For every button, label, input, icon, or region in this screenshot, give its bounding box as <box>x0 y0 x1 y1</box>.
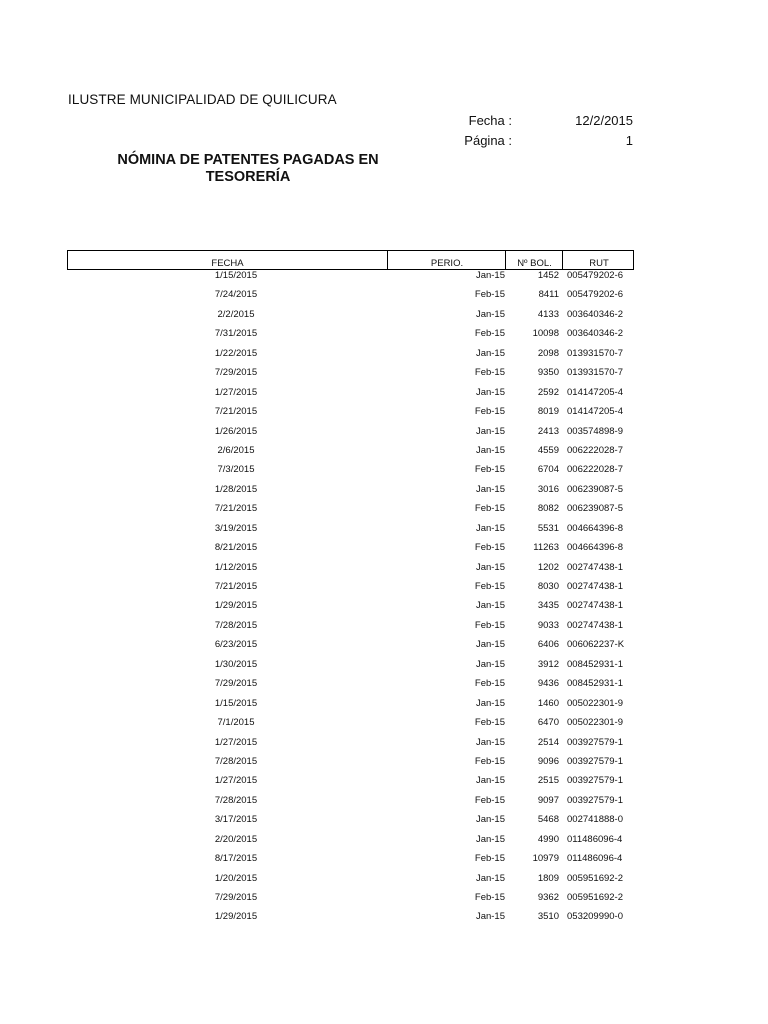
table-row <box>67 460 634 479</box>
cell-rut: 002741888-0 <box>567 814 623 826</box>
table-row <box>67 849 634 868</box>
table-row <box>67 674 634 693</box>
table-row <box>67 305 634 324</box>
cell-boleta: 8030 <box>537 581 559 592</box>
cell-fecha: 1/29/2015 <box>214 600 258 612</box>
cell-rut: 005951692-2 <box>567 892 623 903</box>
table-row <box>67 791 634 810</box>
cell-fecha: 7/28/2015 <box>214 755 258 767</box>
cell-fecha: 2/20/2015 <box>214 833 258 845</box>
cell-periodo: Jan-15 <box>475 561 505 573</box>
column-header-fecha: FECHA <box>211 258 244 269</box>
cell-boleta: 11263 <box>533 542 559 554</box>
cell-fecha: 6/23/2015 <box>214 639 258 651</box>
cell-fecha: 1/15/2015 <box>214 270 258 281</box>
table-row <box>67 713 634 732</box>
cell-fecha: 7/3/2015 <box>217 464 255 476</box>
cell-boleta: 1452 <box>537 270 559 281</box>
cell-periodo: Jan-15 <box>475 347 505 359</box>
cell-boleta: 8019 <box>537 406 559 418</box>
table-body <box>67 266 634 927</box>
cell-boleta: 9436 <box>537 678 559 690</box>
cell-boleta: 2098 <box>537 347 559 359</box>
column-header-periodo: PERIO. <box>387 251 506 270</box>
cell-periodo: Feb-15 <box>474 542 505 554</box>
cell-rut: 002747438-1 <box>567 619 623 631</box>
table-row <box>67 344 634 363</box>
cell-periodo: Feb-15 <box>474 794 505 806</box>
table-row <box>67 577 634 596</box>
report-title-line1: NÓMINA DE PATENTES PAGADAS EN <box>117 152 379 168</box>
cell-fecha: 2/6/2015 <box>217 444 255 456</box>
cell-rut: 006239087-5 <box>567 503 623 515</box>
table-row <box>67 422 634 441</box>
cell-periodo: Jan-15 <box>475 270 505 281</box>
cell-fecha: 7/24/2015 <box>214 289 258 301</box>
table-row <box>67 694 634 713</box>
cell-boleta: 1460 <box>537 697 559 709</box>
cell-boleta: 4133 <box>537 308 559 320</box>
table-row <box>67 752 634 771</box>
cell-periodo: Feb-15 <box>474 755 505 767</box>
table-row <box>67 888 634 907</box>
cell-fecha: 8/17/2015 <box>214 853 258 865</box>
cell-fecha: 2/2/2015 <box>217 308 255 320</box>
cell-rut: 011486096-4 <box>567 853 623 865</box>
cell-periodo: Feb-15 <box>474 464 505 476</box>
cell-periodo: Jan-15 <box>475 308 505 320</box>
cell-rut: 008452931-1 <box>567 678 623 690</box>
cell-boleta: 10098 <box>532 328 559 340</box>
cell-boleta: 9097 <box>537 794 559 806</box>
cell-periodo: Jan-15 <box>475 697 505 709</box>
cell-boleta: 10979 <box>532 853 559 865</box>
table-row <box>67 519 634 538</box>
cell-periodo: Jan-15 <box>475 444 505 456</box>
cell-boleta: 9033 <box>537 619 559 631</box>
cell-rut: 014147205-4 <box>567 386 623 398</box>
cell-periodo: Feb-15 <box>474 581 505 592</box>
table-row <box>67 810 634 829</box>
cell-rut: 005022301-9 <box>567 697 623 709</box>
cell-fecha: 1/30/2015 <box>214 658 258 670</box>
cell-boleta: 1809 <box>537 872 559 884</box>
cell-periodo: Feb-15 <box>474 619 505 631</box>
table-row <box>67 616 634 635</box>
cell-periodo: Feb-15 <box>474 328 505 340</box>
table-row <box>67 324 634 343</box>
table-row <box>67 558 634 577</box>
cell-rut: 006239087-5 <box>567 483 623 495</box>
cell-boleta: 3510 <box>537 911 559 923</box>
cell-periodo: Feb-15 <box>474 678 505 690</box>
table-row <box>67 830 634 849</box>
cell-fecha: 1/27/2015 <box>214 736 258 748</box>
cell-fecha: 7/1/2015 <box>217 717 255 729</box>
cell-rut: 002747438-1 <box>567 600 623 612</box>
cell-periodo: Feb-15 <box>474 406 505 418</box>
cell-boleta: 3435 <box>537 600 559 612</box>
cell-boleta: 8082 <box>537 503 559 515</box>
cell-rut: 005479202-6 <box>567 270 623 281</box>
cell-rut: 008452931-1 <box>567 658 623 670</box>
cell-periodo: Jan-15 <box>475 833 505 845</box>
table-row <box>67 538 634 557</box>
cell-fecha: 7/28/2015 <box>214 619 258 631</box>
table-row <box>67 499 634 518</box>
table-row <box>67 635 634 654</box>
cell-fecha: 7/29/2015 <box>214 678 258 690</box>
cell-periodo: Jan-15 <box>475 483 505 495</box>
cell-rut: 004664396-8 <box>567 522 623 534</box>
cell-rut: 002747438-1 <box>567 561 623 573</box>
cell-boleta: 2514 <box>537 736 559 748</box>
cell-boleta: 3016 <box>537 483 559 495</box>
cell-fecha: 1/27/2015 <box>214 775 258 787</box>
cell-boleta: 2515 <box>537 775 559 787</box>
cell-fecha: 1/28/2015 <box>214 483 258 495</box>
cell-periodo: Feb-15 <box>474 367 505 379</box>
cell-periodo: Feb-15 <box>474 892 505 903</box>
report-title-line2: TESORERÍA <box>205 169 291 185</box>
cell-boleta: 1202 <box>537 561 559 573</box>
table-row <box>67 869 634 888</box>
table-row <box>67 383 634 402</box>
cell-rut: 006222028-7 <box>567 464 623 476</box>
cell-rut: 002747438-1 <box>567 581 623 592</box>
cell-fecha: 7/21/2015 <box>214 503 258 515</box>
cell-boleta: 6704 <box>537 464 559 476</box>
table-row <box>67 733 634 752</box>
table-row <box>67 266 634 285</box>
cell-boleta: 6406 <box>537 639 559 651</box>
cell-rut: 011486096-4 <box>567 833 623 845</box>
table-row <box>67 655 634 674</box>
table-row <box>67 285 634 304</box>
cell-fecha: 7/21/2015 <box>214 581 258 592</box>
cell-rut: 013931570-7 <box>567 367 623 379</box>
cell-rut: 006222028-7 <box>567 444 623 456</box>
organization-name: ILUSTRE MUNICIPALIDAD DE QUILICURA <box>68 92 337 107</box>
cell-rut: 005479202-6 <box>567 289 623 301</box>
cell-periodo: Jan-15 <box>475 600 505 612</box>
cell-boleta: 4990 <box>537 833 559 845</box>
cell-boleta: 5531 <box>537 522 559 534</box>
cell-fecha: 3/17/2015 <box>214 814 258 826</box>
table-row <box>67 771 634 790</box>
cell-periodo: Feb-15 <box>474 853 505 865</box>
cell-rut: 005022301-9 <box>567 717 623 729</box>
cell-periodo: Feb-15 <box>474 717 505 729</box>
cell-boleta: 9362 <box>537 892 559 903</box>
table-row <box>67 596 634 615</box>
cell-fecha: 1/22/2015 <box>214 347 258 359</box>
cell-periodo: Jan-15 <box>475 911 505 923</box>
cell-boleta: 8411 <box>538 289 559 301</box>
cell-rut: 053209990-0 <box>567 911 623 923</box>
cell-fecha: 3/19/2015 <box>214 522 258 534</box>
column-header-boleta: Nº BOL. <box>505 251 563 270</box>
cell-boleta: 5468 <box>537 814 559 826</box>
cell-fecha: 1/29/2015 <box>214 911 258 923</box>
cell-rut: 003927579-1 <box>567 736 623 748</box>
column-header-rut: RUT <box>562 251 635 270</box>
cell-fecha: 7/28/2015 <box>214 794 258 806</box>
cell-periodo: Jan-15 <box>475 736 505 748</box>
cell-fecha: 7/29/2015 <box>214 892 258 903</box>
cell-boleta: 9096 <box>537 755 559 767</box>
table-row <box>67 907 634 926</box>
cell-boleta: 2592 <box>537 386 559 398</box>
fecha-value: 12/2/2015 <box>575 113 633 128</box>
cell-rut: 005951692-2 <box>567 872 623 884</box>
cell-periodo: Jan-15 <box>475 386 505 398</box>
cell-fecha: 7/21/2015 <box>214 406 258 418</box>
cell-rut: 006062237-K <box>567 639 625 651</box>
cell-fecha: 7/29/2015 <box>214 367 258 379</box>
cell-rut: 003640346-2 <box>567 308 623 320</box>
table-row <box>67 480 634 499</box>
cell-periodo: Feb-15 <box>474 503 505 515</box>
fecha-label: Fecha : <box>468 113 512 128</box>
cell-boleta: 4559 <box>537 444 559 456</box>
cell-fecha: 1/27/2015 <box>214 386 258 398</box>
cell-boleta: 6470 <box>537 717 559 729</box>
cell-rut: 003927579-1 <box>567 755 623 767</box>
cell-periodo: Feb-15 <box>474 289 505 301</box>
cell-periodo: Jan-15 <box>475 775 505 787</box>
cell-rut: 003640346-2 <box>567 328 623 340</box>
cell-rut: 004664396-8 <box>567 542 623 554</box>
cell-rut: 003574898-9 <box>567 425 623 437</box>
cell-rut: 014147205-4 <box>567 406 623 418</box>
cell-periodo: Jan-15 <box>475 872 505 884</box>
cell-rut: 003927579-1 <box>567 794 623 806</box>
cell-fecha: 1/12/2015 <box>214 561 258 573</box>
table-row <box>67 363 634 382</box>
cell-periodo: Jan-15 <box>475 425 505 437</box>
cell-boleta: 2413 <box>537 425 559 437</box>
pagina-value: 1 <box>625 133 633 148</box>
table-row <box>67 441 634 460</box>
cell-fecha: 1/26/2015 <box>214 425 258 437</box>
cell-periodo: Jan-15 <box>475 639 505 651</box>
pagina-label: Página : <box>464 133 512 148</box>
cell-boleta: 3912 <box>537 658 559 670</box>
table-row <box>67 402 634 421</box>
cell-periodo: Jan-15 <box>475 522 505 534</box>
cell-fecha: 1/20/2015 <box>214 872 258 884</box>
cell-periodo: Jan-15 <box>475 814 505 826</box>
report-title <box>68 152 428 186</box>
cell-fecha: 7/31/2015 <box>214 328 258 340</box>
cell-rut: 013931570-7 <box>567 347 623 359</box>
cell-fecha: 1/15/2015 <box>214 697 258 709</box>
cell-boleta: 9350 <box>537 367 559 379</box>
cell-periodo: Jan-15 <box>475 658 505 670</box>
cell-rut: 003927579-1 <box>567 775 623 787</box>
cell-fecha: 8/21/2015 <box>214 542 258 554</box>
